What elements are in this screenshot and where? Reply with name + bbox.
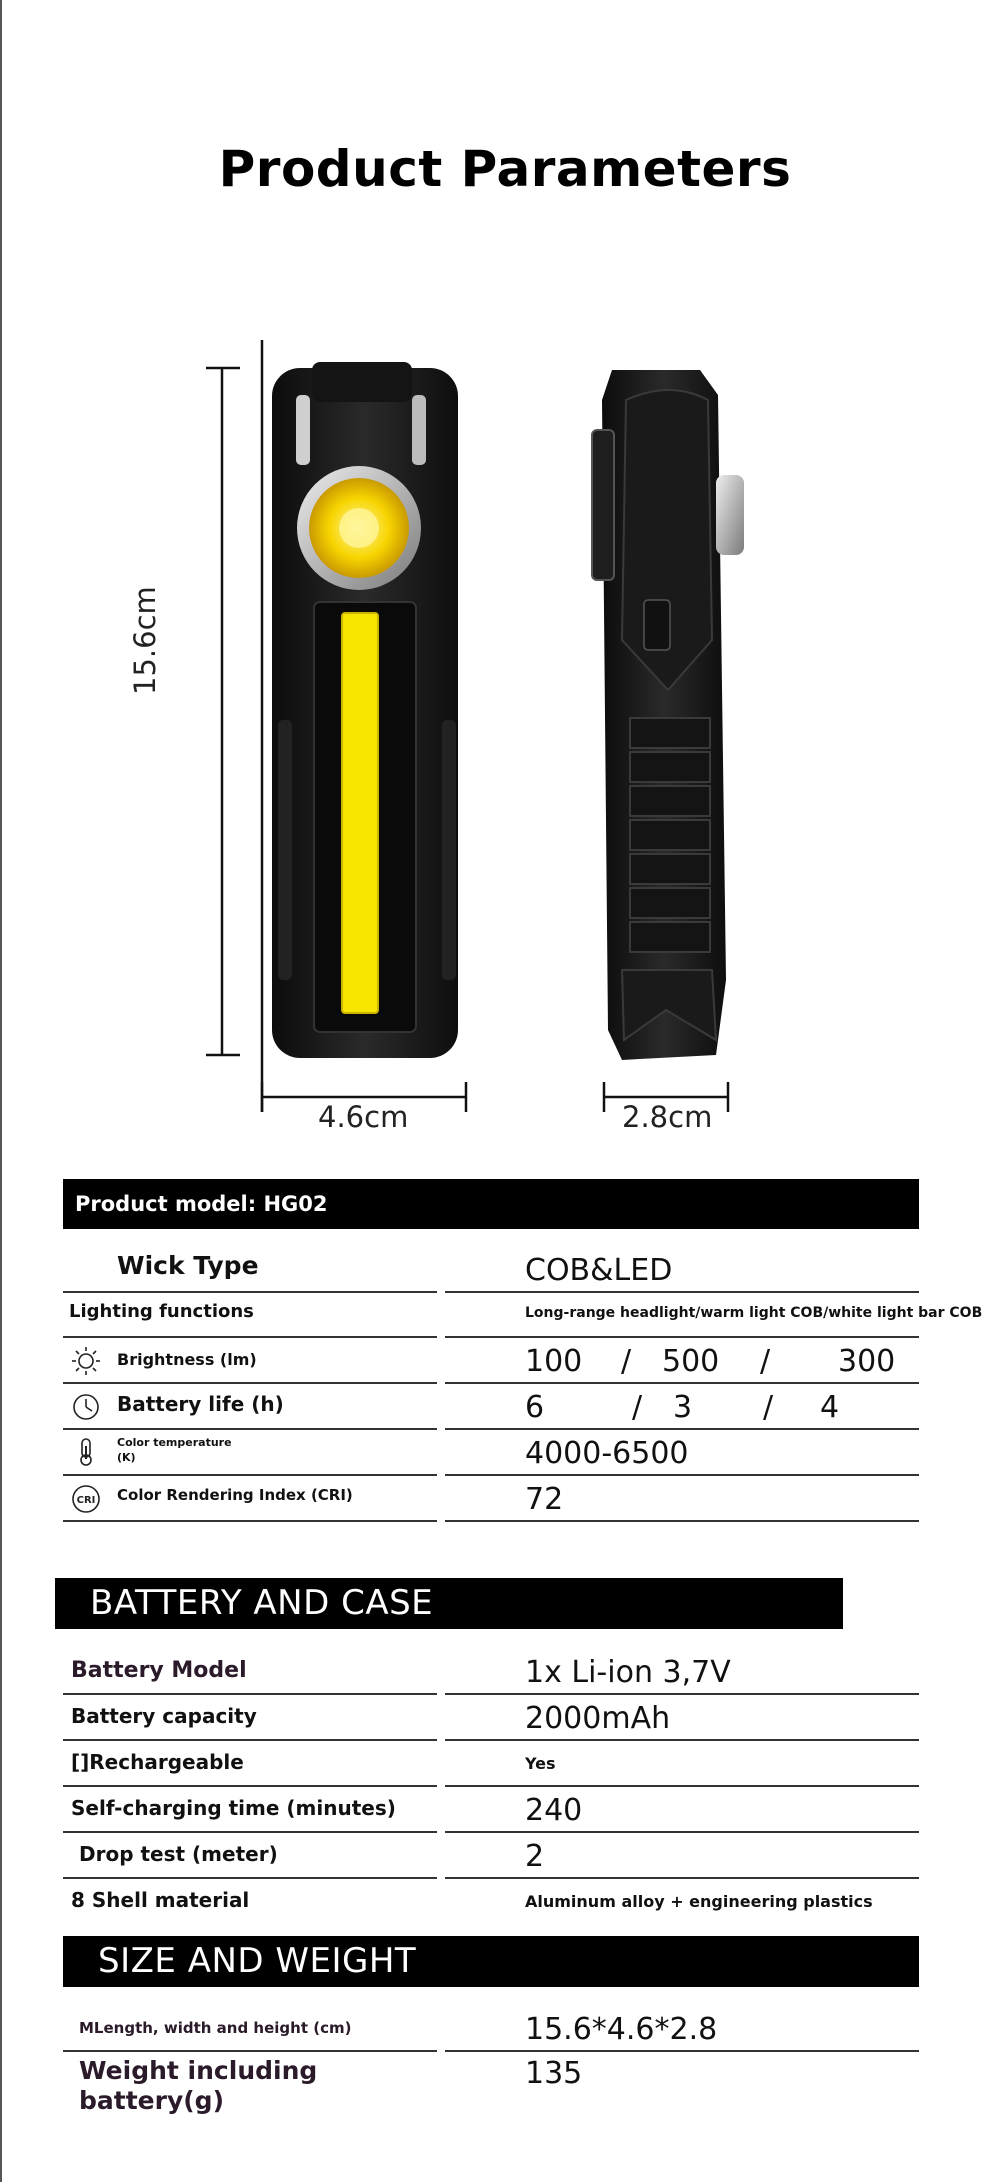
size-label: MLength, width and height (cm) [79, 2019, 352, 2037]
brightness-value-1: 100 [525, 1344, 583, 1379]
product-illustration [0, 340, 1000, 1140]
brightness-value-3: 300 [838, 1344, 896, 1379]
spec-row-color-temperature [63, 1430, 919, 1476]
spec-row-brightness [63, 1338, 919, 1384]
spec-label: Battery life (h) [117, 1392, 284, 1416]
battery-row [63, 1787, 919, 1833]
battery-value: 2 [525, 1839, 545, 1874]
battery-label: []Rechargeable [71, 1750, 244, 1774]
height-dimension [206, 368, 240, 1055]
spec-value: 72 [525, 1482, 564, 1517]
spec-value: COB&LED [525, 1253, 673, 1288]
battery-row [63, 1741, 919, 1787]
spec-label: Wick Type [117, 1251, 259, 1280]
front-view-flashlight [272, 362, 458, 1058]
battery-value: 2000mAh [525, 1701, 671, 1736]
spec-row-lighting-functions [63, 1293, 983, 1338]
size-section-heading: SIZE AND WEIGHT [63, 1936, 919, 1987]
battery-label: Drop test (meter) [79, 1842, 278, 1866]
spec-label: Brightness (lm) [117, 1350, 257, 1369]
battery-value: Aluminum alloy + engineering plastics [525, 1892, 873, 1911]
separator: / [621, 1344, 632, 1379]
battery-life-value-1: 6 [525, 1390, 545, 1425]
height-label: 15.6cm [128, 586, 162, 695]
spec-value: Long-range headlight/warm light COB/white light bar COB [525, 1305, 983, 1321]
spec-row-cri [63, 1476, 919, 1522]
spec-row-wick-type [63, 1247, 919, 1293]
battery-value: Yes [525, 1754, 556, 1773]
separator: / [760, 1344, 771, 1379]
svg-text:CRI: CRI [76, 1495, 96, 1506]
battery-label: Self-charging time (minutes) [71, 1796, 396, 1820]
battery-label: Battery Model [71, 1658, 247, 1683]
battery-row [63, 1879, 919, 1925]
battery-row [63, 1695, 919, 1741]
spec-row-battery-life [63, 1384, 919, 1430]
weight-value: 135 [525, 2056, 583, 2091]
front-width-label: 4.6cm [318, 1100, 409, 1134]
spec-label-line1: Color temperature [117, 1436, 232, 1449]
product-model-bar: Product model: HG02 [63, 1179, 919, 1229]
battery-label: 8 Shell material [71, 1888, 250, 1912]
clock-icon [71, 1392, 101, 1422]
spec-value: 4000-6500 [525, 1436, 689, 1471]
spec-label: Lighting functions [69, 1301, 254, 1322]
battery-value: 240 [525, 1793, 583, 1828]
size-row [63, 2004, 919, 2052]
side-view-flashlight [592, 370, 744, 1060]
spec-label: Color Rendering Index (CRI) [117, 1486, 353, 1504]
separator: / [763, 1390, 774, 1425]
spec-label-line2: (K) [117, 1451, 136, 1464]
battery-row [63, 1833, 919, 1879]
page-title: Product Parameters [218, 140, 792, 198]
battery-section-heading: BATTERY AND CASE [55, 1578, 843, 1629]
size-value: 15.6*4.6*2.8 [525, 2012, 718, 2047]
weight-label-line1: Weight including [79, 2056, 318, 2085]
brightness-value-2: 500 [662, 1344, 720, 1379]
battery-life-value-3: 4 [820, 1390, 840, 1425]
thermometer-icon [71, 1437, 101, 1467]
separator: / [632, 1390, 643, 1425]
side-width-label: 2.8cm [622, 1100, 713, 1134]
weight-row [63, 2052, 919, 2118]
battery-life-value-2: 3 [673, 1390, 693, 1425]
battery-label: Battery capacity [71, 1704, 257, 1728]
battery-value: 1x Li-ion 3,7V [525, 1655, 731, 1690]
weight-label-line2: battery(g) [79, 2086, 224, 2115]
battery-row [63, 1649, 919, 1695]
cri-icon [71, 1484, 101, 1514]
sun-icon [71, 1346, 101, 1376]
